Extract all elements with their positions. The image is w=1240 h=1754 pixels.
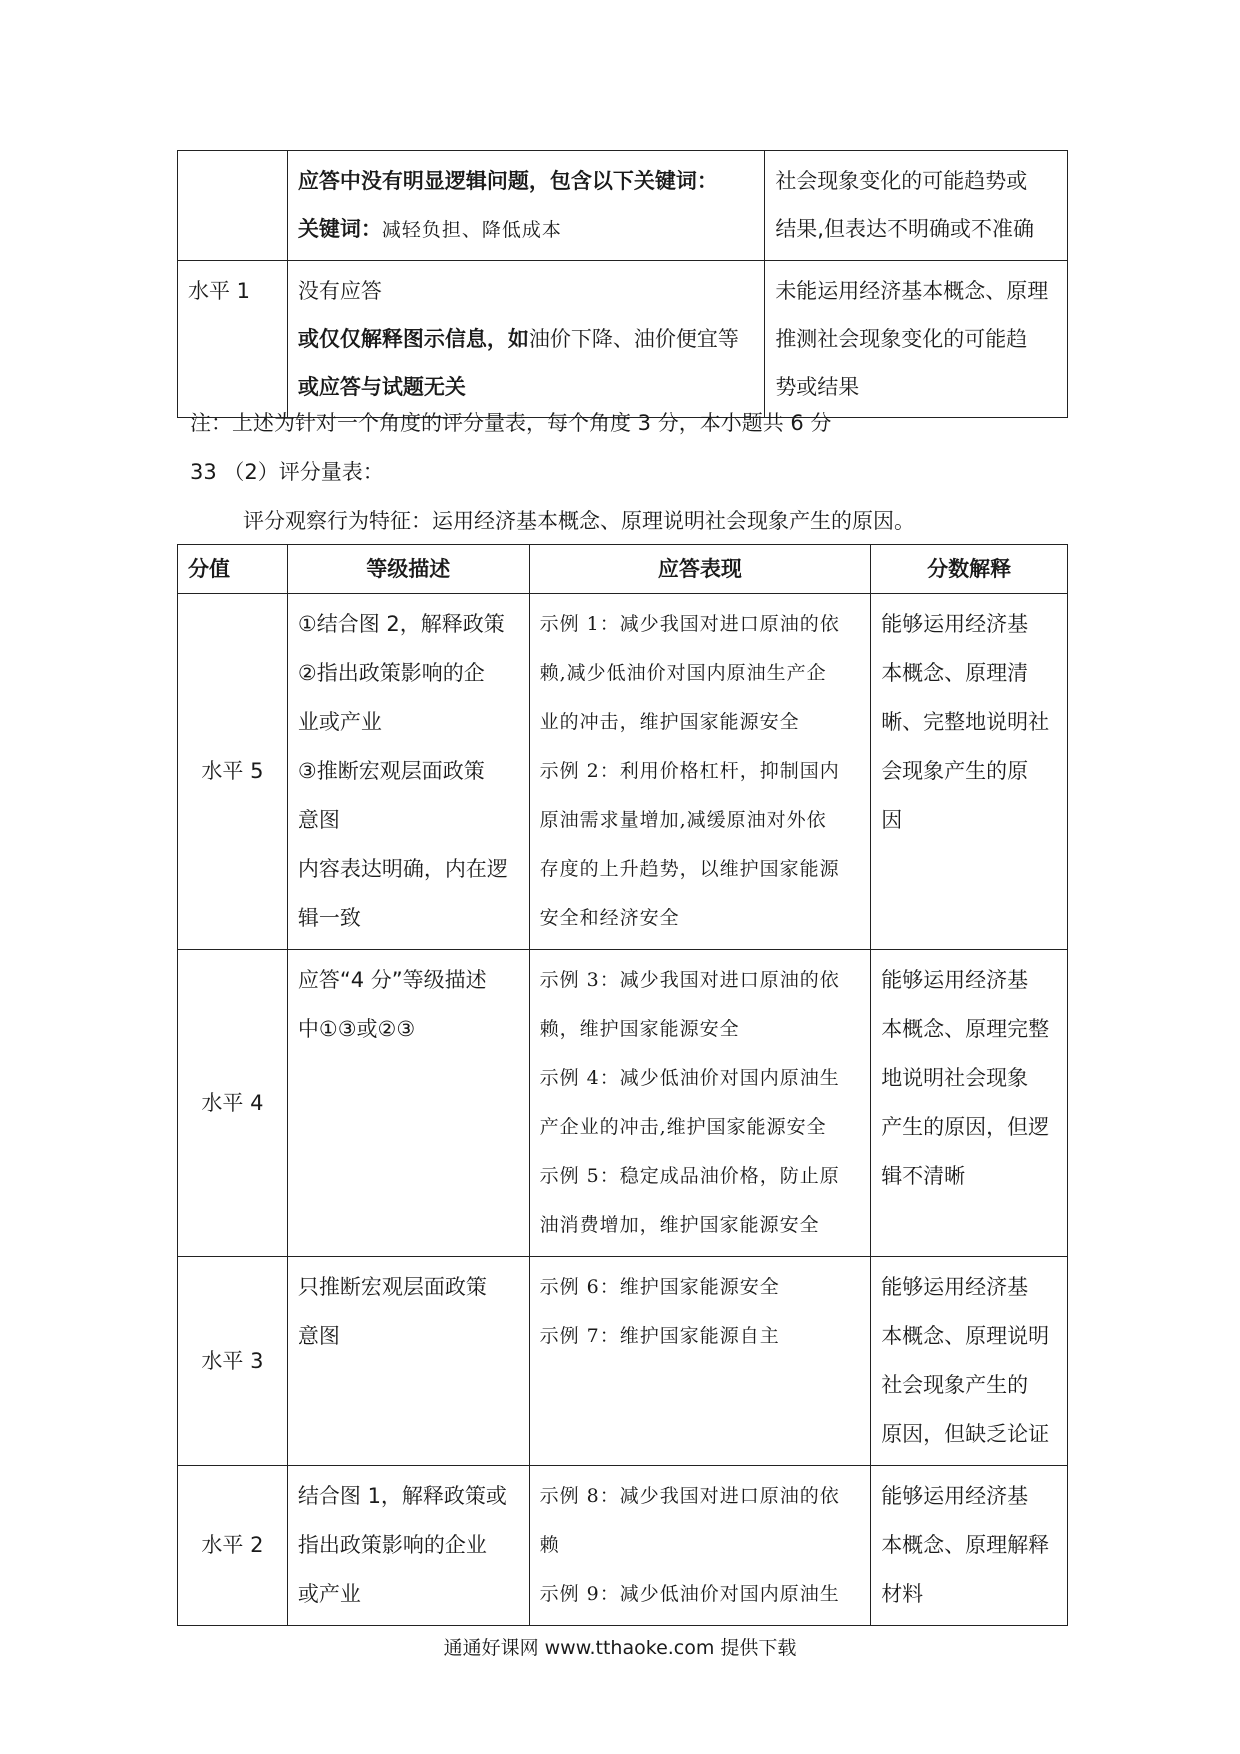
level-cell: 水平 4 [178,950,288,1257]
explanation-cell [871,594,1068,950]
explanation-cell [871,1466,1068,1626]
explanation-line: 本概念、原理说明 [881,1324,1050,1348]
page-footer: 通通好课网 www.tthaoke.com 提供下载 [443,1637,797,1659]
explanation-cell [871,1257,1068,1466]
description-line: 应答“4 分”等级描述 [297,968,487,992]
table-row [178,1257,1068,1466]
explanation-line: 能够运用经济基 [881,968,1029,992]
explanation-line: 能够运用经济基 [881,612,1029,636]
description-cell [287,261,764,418]
explanation-line: 晰、完整地说明社 [881,710,1050,734]
keywords-label: 关键词： [297,217,382,241]
answers-cell [529,594,871,950]
scoring-table-continued [177,150,1068,418]
answer-line: 示例 4：减少低油价对国内原油生 [539,1067,840,1089]
explanation-line: 势或结果 [775,375,860,399]
explanation-line: 推测社会现象变化的可能趋 [775,327,1028,351]
description-line: 辑一致 [297,906,361,930]
explanation-line: 本概念、原理完整 [881,1017,1050,1041]
description-cell [287,1466,529,1626]
table-row [178,151,1068,261]
description-cell [287,594,529,950]
level-cell: 水平 2 [178,1466,288,1626]
explanation-line: 能够运用经济基 [881,1484,1029,1508]
answer-line: 产企业的冲击,维护国家能源安全 [539,1116,827,1138]
description-line: 中①③或②③ [297,1017,416,1041]
description-line: 结合图 1，解释政策或 [297,1484,507,1508]
explanation-line: 地说明社会现象 [881,1066,1029,1090]
explanation-cell [871,950,1068,1257]
description-line: 业或产业 [297,710,382,734]
description-line: 没有应答 [297,279,382,303]
description-line: 意图 [297,808,340,832]
scoring-table [177,544,1068,1626]
table-row [178,261,1068,418]
description-line: ①结合图 2，解释政策 [297,612,505,636]
answer-line: 示例 9：减少低油价对国内原油生 [539,1583,840,1605]
explanation-line: 能够运用经济基 [881,1275,1029,1299]
answer-line: 赖,减少低油价对国内原油生产企 [539,662,827,684]
answer-line: 存度的上升趋势，以维护国家能源 [539,858,840,880]
level-cell [178,151,288,261]
description-line: 或产业 [297,1582,361,1606]
description-line: ③推断宏观层面政策 [297,759,485,783]
answer-line: 示例 2：利用价格杠杆，抑制国内 [539,760,840,782]
header-answers: 应答表现 [529,545,871,594]
answer-line: 安全和经济安全 [539,907,680,929]
answer-line: 业的冲击，维护国家能源安全 [539,711,800,733]
description-line: 只推断宏观层面政策 [297,1275,487,1299]
description-line: 意图 [297,1324,340,1348]
answer-line: 赖，维护国家能源安全 [539,1018,740,1040]
answers-cell [529,950,871,1257]
answers-cell [529,1257,871,1466]
explanation-cell [765,151,1068,261]
explanation-line: 原因，但缺乏论证 [881,1422,1050,1446]
description-cell [287,151,764,261]
explanation-line: 产生的原因，但逻 [881,1115,1050,1139]
explanation-line: 社会现象产生的 [881,1373,1029,1397]
answer-line: 油消费增加，维护国家能源安全 [539,1214,820,1236]
description-line: 应答中没有明显逻辑问题，包含以下关键词： [297,169,718,193]
description-cell [287,950,529,1257]
level-cell: 水平 3 [178,1257,288,1466]
answer-line: 示例 8：减少我国对进口原油的依 [539,1485,840,1507]
explanation-cell [765,261,1068,418]
table-row [178,594,1068,950]
answer-line: 示例 6：维护国家能源安全 [539,1276,780,1298]
table-row [178,1466,1068,1626]
explanation-line: 材料 [881,1582,924,1606]
answer-line: 原油需求量增加,减缓原油对外依 [539,809,827,831]
description-line: 内容表达明确，内在逻 [297,857,508,881]
keywords-text: 减轻负担、降低成本 [381,219,562,241]
description-rest: 油价下降、油价便宜等 [528,327,739,351]
answers-cell [529,1466,871,1626]
description-cell [287,1257,529,1466]
description-line: 或应答与试题无关 [297,375,466,399]
answer-line: 赖 [539,1534,560,1556]
explanation-line: 未能运用经济基本概念、原理 [775,279,1049,303]
explanation-line: 本概念、原理解释 [881,1533,1050,1557]
table-row [178,950,1068,1257]
explanation-line: 本概念、原理清 [881,661,1029,685]
description-line: 指出政策影响的企业 [297,1533,487,1557]
description-bold: 或仅仅解释图示信息，如 [297,327,529,351]
answer-line: 示例 5：稳定成品油价格，防止原 [539,1165,840,1187]
description-line: ②指出政策影响的企 [297,661,485,685]
explanation-line: 辑不清晰 [881,1164,966,1188]
explanation-line: 结果,但表达不明确或不准确 [775,217,1034,241]
level-cell: 水平 5 [178,594,288,950]
section-title: 33 （2）评分量表： [190,460,384,484]
explanation-line: 因 [881,808,903,832]
note-text: 注：上述为针对一个角度的评分量表，每个角度 3 分，本小题共 6 分 [190,411,832,435]
header-level-desc: 等级描述 [287,545,529,594]
explanation-line: 会现象产生的原 [881,759,1029,783]
table-header-row [178,545,1068,594]
answer-line: 示例 1：减少我国对进口原油的依 [539,613,840,635]
answer-line: 示例 7：维护国家能源自主 [539,1325,780,1347]
intro-text: 评分观察行为特征：运用经济基本概念、原理说明社会现象产生的原因。 [243,509,915,533]
explanation-line: 社会现象变化的可能趋势或 [775,169,1028,193]
answer-line: 示例 3：减少我国对进口原油的依 [539,969,840,991]
level-cell: 水平 1 [178,261,288,418]
header-explanation: 分数解释 [871,545,1068,594]
header-score: 分值 [178,545,288,594]
